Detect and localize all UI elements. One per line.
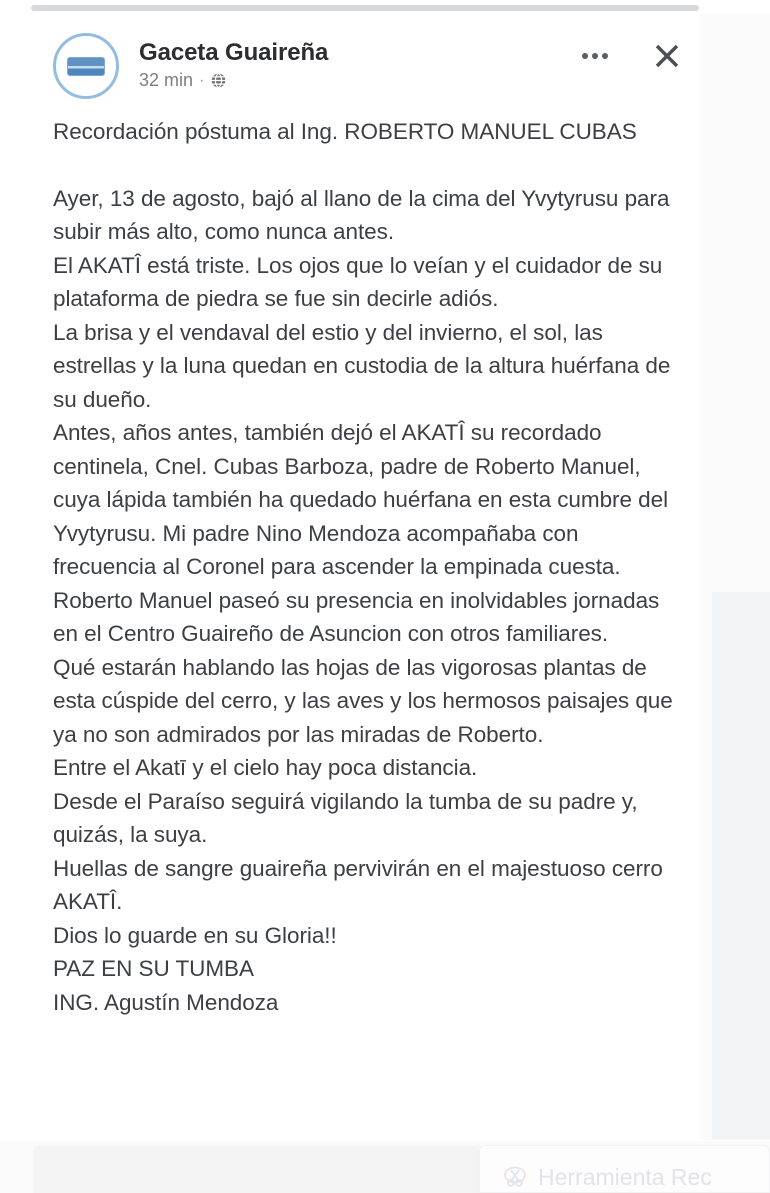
post-paragraph: Huellas de sangre guaireña pervivirán en el majestuoso cerro AKATÎ. [53,855,663,914]
snipping-tool-window[interactable] [479,1145,770,1193]
post-paragraph: Roberto Manuel paseó su presencia en inolvidables jornadas en el Centro Guaireño de Asuncion con otros familiares. [53,587,660,646]
ellipsis-dot-icon [592,53,598,59]
post-paragraph: Ayer, 13 de agosto, bajó al llano de la cima del Yvytyrusu para subir más alto, como nunca antes. [53,185,670,244]
post-paragraph: El AKATÎ está triste. Los ojos que lo veían y el cuidador de su plataforma de piedra se fue sin decirle adiós. [53,252,663,311]
meta-separator: · [199,71,205,89]
page-title[interactable]: Gaceta Guaireña [139,39,329,66]
post-paragraph: PAZ EN SU TUMBA [53,956,254,981]
post-body [31,109,700,1019]
post-header-actions [576,37,686,75]
post-paragraph: La brisa y el vendaval del estio y del invierno, el sol, las estrellas y la luna quedan en custodia de la altura huérfana de su dueño. [53,319,671,412]
post-dialog [31,13,700,1141]
right-gutter-panel [712,592,770,1140]
more-options-button[interactable] [576,47,614,65]
post-header [31,13,700,109]
snipping-tool-icon [502,1164,528,1190]
post-paragraph: Antes, años antes, también dejó el AKATÎ su recordado centinela, Cnel. Cubas Barboza, padre de Roberto Manuel, cuya lápida también ha quedado huérfana en esta cumbre del Yvytyrusu. Mi padre Nino Mendoza acompañaba con frecuencia al Coronel para ascender la empinada cuesta. [53,420,669,579]
post-timestamp[interactable]: 32 min [139,70,194,90]
ellipsis-dot-icon [602,53,608,59]
post-paragraph: Entre el Akatī y el cielo hay poca distancia. [53,755,478,780]
horizontal-scrollbar-track[interactable] [0,0,770,13]
post-paragraph: Qué estarán hablando las hojas de las vigorosas plantas de esta cúspide del cerro, y las aves y los hermosos paisajes que ya no son admirados por las miradas de Roberto. [53,654,673,747]
avatar[interactable] [53,33,119,99]
post-meta [139,70,328,91]
horizontal-scrollbar-thumb[interactable] [31,5,699,11]
post-paragraph: ING. Agustín Mendoza [53,989,279,1015]
snipping-tool-title: Herramienta Rec [538,1164,712,1190]
close-button[interactable] [648,37,686,75]
close-icon [652,41,682,71]
post-paragraph: Dios lo guarde en su Gloria!! [53,922,337,948]
bottom-left-panel [34,1146,479,1193]
post-header-text [139,31,328,91]
post-paragraph: Desde el Paraíso seguirá vigilando la tumba de su padre y, quizás, la suya. [53,788,638,847]
post-paragraph: Recordación póstuma al Ing. ROBERTO MANUEL CUBAS [53,119,637,144]
post-paragraph-spacer [53,149,680,182]
globe-icon[interactable] [210,72,227,89]
page-logo-icon [67,57,105,76]
ellipsis-dot-icon [582,53,588,59]
